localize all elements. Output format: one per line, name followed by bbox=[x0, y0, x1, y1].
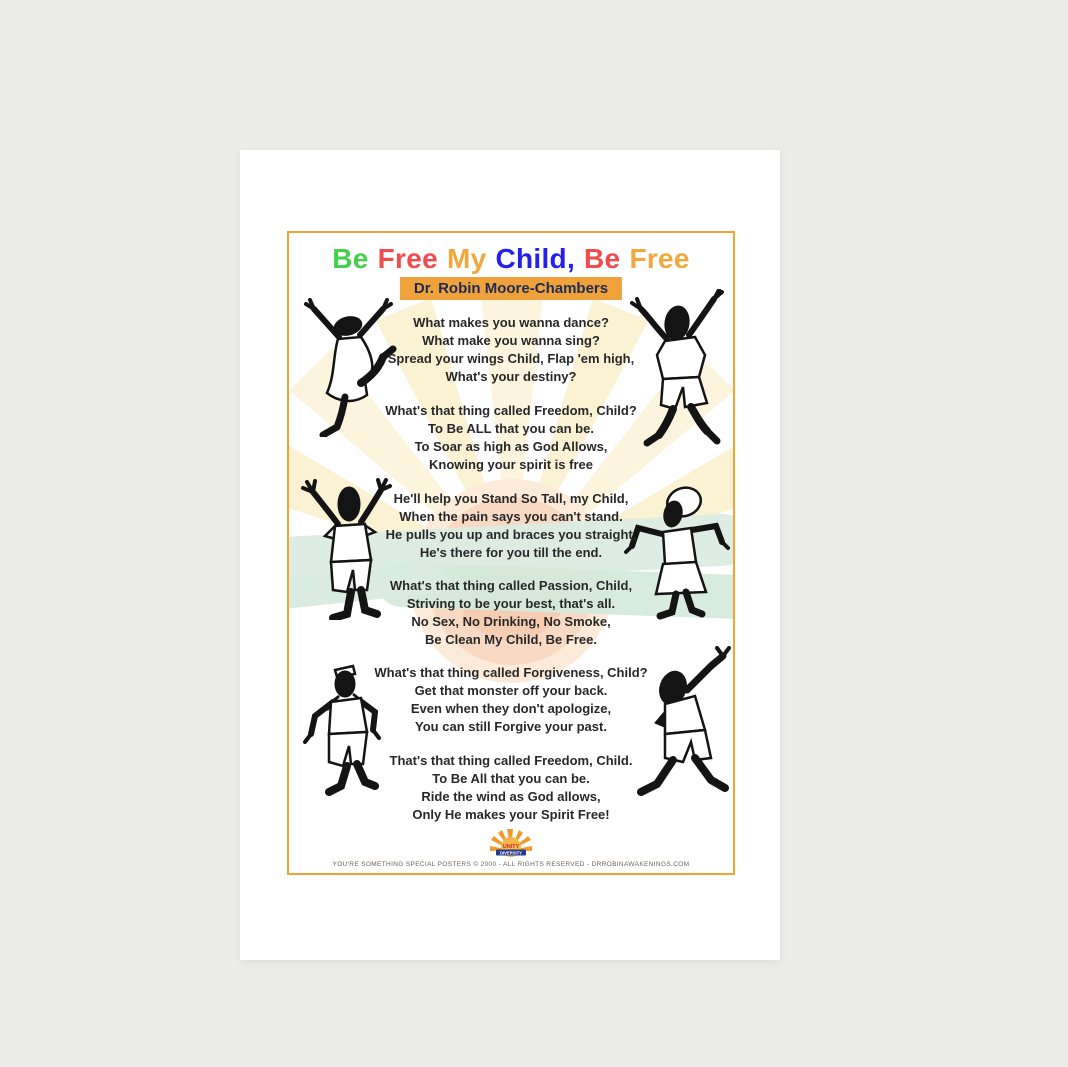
stanza-4 bbox=[346, 577, 676, 649]
stanza-line: You can still Forgive your past. bbox=[415, 719, 607, 734]
logo-diversity-label: DIVERSITY bbox=[499, 850, 523, 856]
stanza-2 bbox=[346, 402, 676, 474]
stanza-3 bbox=[346, 490, 676, 562]
stanza-line: What makes you wanna dance? bbox=[413, 315, 609, 330]
stanza-line: To Be ALL that you can be. bbox=[428, 421, 594, 436]
stanza-line: To Be All that you can be. bbox=[432, 771, 590, 786]
title-word-3: My bbox=[446, 243, 487, 274]
stanza-line: Spread your wings Child, Flap 'em high, bbox=[387, 351, 635, 366]
stanza-line: What's that thing called Freedom, Child? bbox=[385, 403, 637, 418]
stanza-line: He's there for you till the end. bbox=[419, 545, 603, 560]
stanza-line: Knowing your spirit is free bbox=[429, 457, 593, 472]
logo-unity-label: UNITY bbox=[502, 844, 520, 850]
stanza-line: Only He makes your Spirit Free! bbox=[412, 807, 610, 822]
stanza-line: No Sex, No Drinking, No Smoke, bbox=[411, 614, 611, 629]
title-word-6: Free bbox=[629, 243, 690, 274]
stanza-line: Get that monster off your back. bbox=[414, 683, 608, 698]
stanza-line: Ride the wind as God allows, bbox=[421, 789, 601, 804]
stanza-line: To Soar as high as God Allows, bbox=[414, 439, 608, 454]
stanza-line: That's that thing called Freedom, Child. bbox=[389, 753, 633, 768]
stanza-line: When the pain says you can't stand. bbox=[399, 509, 623, 524]
poster-frame bbox=[287, 231, 735, 875]
stanza-line: Be Clean My Child, Be Free. bbox=[425, 632, 597, 647]
poster-title bbox=[289, 243, 733, 275]
stanza-line: Striving to be your best, that's all. bbox=[406, 596, 616, 611]
poster-sheet bbox=[240, 150, 780, 960]
stanza-6 bbox=[346, 752, 676, 824]
stanza-1 bbox=[346, 314, 676, 386]
title-word-5: Be bbox=[584, 243, 621, 274]
title-word-4: Child, bbox=[495, 243, 576, 274]
stanza-line: What's your destiny? bbox=[445, 369, 577, 384]
title-word-1: Be bbox=[332, 243, 369, 274]
stanza-line: He'll help you Stand So Tall, my Child, bbox=[393, 491, 629, 506]
stanza-line: He pulls you up and braces you straight, bbox=[385, 527, 637, 542]
stanza-5 bbox=[346, 664, 676, 736]
stanza-line: Even when they don't apologize, bbox=[410, 701, 612, 716]
unity-diversity-sunburst-icon bbox=[488, 828, 534, 858]
copyright-line: YOU'RE SOMETHING SPECIAL POSTERS © 2000 - ALL RIGHTS RESERVED - DRROBINAWAKENINGS.COM bbox=[332, 861, 690, 868]
author-banner: Dr. Robin Moore-Chambers bbox=[400, 277, 622, 300]
stanza-line: What's that thing called Passion, Child, bbox=[389, 578, 633, 593]
stanza-line: What make you wanna sing? bbox=[422, 333, 600, 348]
stanza-line: What's that thing called Forgiveness, Child? bbox=[374, 665, 648, 680]
title-word-2: Free bbox=[377, 243, 438, 274]
